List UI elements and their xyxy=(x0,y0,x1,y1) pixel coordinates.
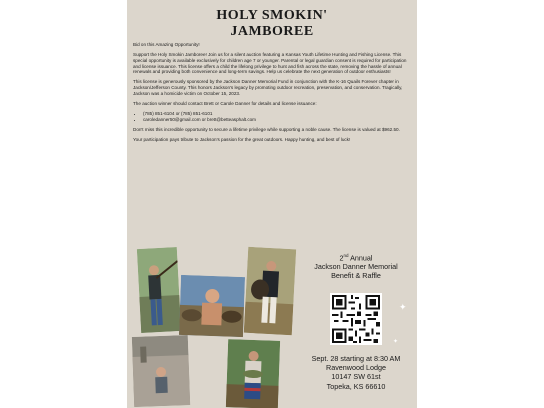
intro-text: Bid on this Amazing Opportunity! xyxy=(133,42,200,47)
annual-label: 2nd Annual xyxy=(339,253,373,263)
sparkle-icon: ✦ xyxy=(393,339,399,345)
paragraph-value: Don't miss this incredible opportunity to secure a lifetime privilege while supporting a noble cause. The license is valued at $962.50. xyxy=(133,126,400,132)
flyer-body xyxy=(133,42,411,147)
contact-email: • caroledanner50@gmail.com or brett@betteasphalt.com xyxy=(143,117,411,123)
event-city: Topeka, KS 66610 xyxy=(326,381,386,391)
sparkle-icon: ✦ xyxy=(399,302,407,312)
qr-code[interactable] xyxy=(330,293,382,345)
photo-child-outdoors xyxy=(132,335,190,407)
flyer-title-line1: HOLY SMOKIN' xyxy=(216,8,328,23)
memorial-name: Jackson Danner Memorial xyxy=(314,262,398,272)
event-date: Sept. 28 starting at 8:30 AM xyxy=(311,354,401,363)
contact-phone: • (785) 851-6104 or (785) 851-6101 xyxy=(143,111,411,117)
event-address: 10147 SW 61st xyxy=(331,372,381,382)
paragraph-tribute: Your participation pays tribute to Jackson's passion for the great outdoors. Happy hunting, and best of luck! xyxy=(133,136,351,142)
flyer-title-line2: JAMBOREE xyxy=(230,24,314,39)
event-heading xyxy=(297,251,415,280)
flyer xyxy=(127,0,417,408)
event-venue: Ravenwood Lodge xyxy=(326,363,386,373)
contact-list xyxy=(133,111,411,123)
photo-young-man-with-fish xyxy=(226,339,280,408)
event-details xyxy=(297,354,415,391)
benefit-raffle: Benefit & Raffle xyxy=(331,271,381,281)
photo-hunter-with-ducks xyxy=(179,275,245,337)
paragraph-support: Support the Holy Smokin Jamboree! Join us for a silent auction featuring a Kansas Youth Lifetime Hunting and Fishing License. This special opportunity is available exclusively for children age 7 or younger. Parental or legal guardian consent is required for participation and license issuance. This license offers a child the lifelong privilege to hunt and fish across the state, removing the hassle of annual renewals and providing both convenience and long-term savings. Help us celebrate the next generation of outdoor enthusiasts! xyxy=(133,51,407,75)
photo-hunter-with-rifle xyxy=(137,247,181,333)
paragraph-contact: The auction winner should contact Brett or Carole Danner for details and license issuance: xyxy=(133,100,317,106)
paragraph-sponsor: This license is generously sponsored by the Jackson Danner Memorial Fund in conjunction with the K-16 Quails Forever chapter in Jackson/Jefferson County. This honors Jackson's legacy by promoting outdoor recreation, preservation, and conservation. Tragically, Jackson was a homicide victim on October 15, 2023. xyxy=(133,79,403,96)
photo-hunter-with-turkey xyxy=(244,247,296,335)
